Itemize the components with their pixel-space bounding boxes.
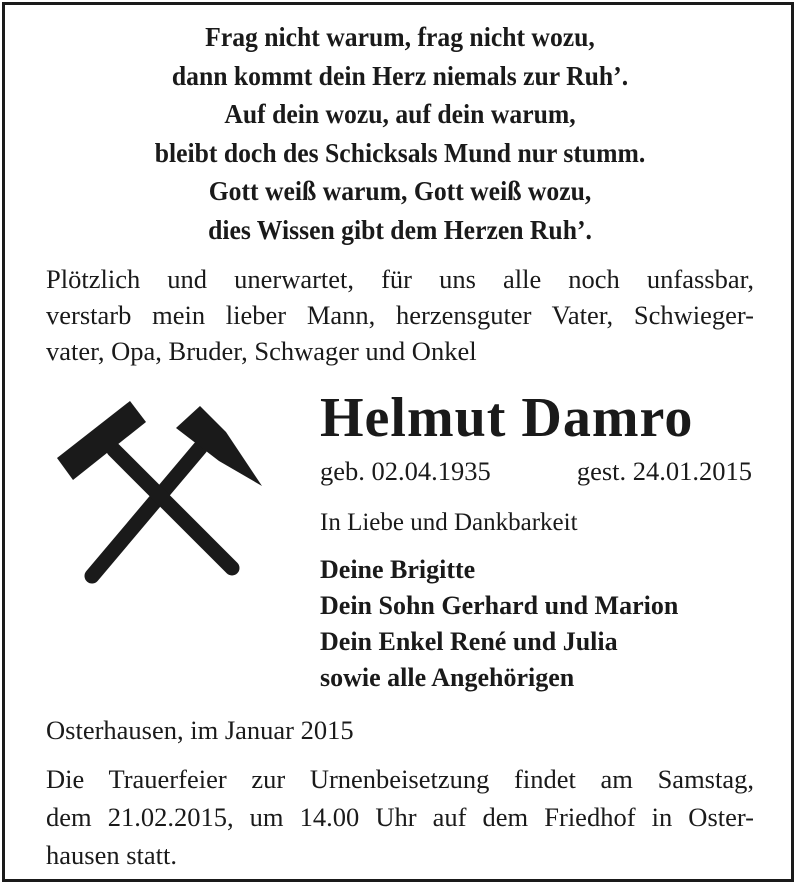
intro-line: verstarb mein lieber Mann, herzensguter Vater, Schwieger-: [46, 300, 754, 330]
crossed-hammers-icon: [54, 398, 264, 590]
funeral-line: hausen statt.: [46, 840, 177, 870]
funeral-line: dem 21.02.2015, um 14.00 Uhr auf dem Friedhof in Oster-: [46, 802, 754, 832]
mourners-list: [320, 552, 678, 696]
place-date: Osterhausen, im Januar 2015: [46, 715, 354, 745]
funeral-line: Die Trauerfeier zur Urnenbeisetzung findet am Samstag,: [46, 764, 754, 794]
poem-line: bleibt doch des Schicksals Mund nur stumm.: [154, 137, 646, 168]
mourner: sowie alle Angehörigen: [320, 663, 575, 692]
intro-line: Plötzlich und unerwartet, für uns alle noch unfassbar,: [46, 264, 754, 294]
intro-text: [46, 261, 754, 369]
poem-line: Gott weiß warum, Gott weiß wozu,: [208, 176, 592, 206]
poem-line: Frag nicht warum, frag nicht wozu,: [205, 22, 595, 52]
death-date: gest. 24.01.2015: [576, 456, 752, 486]
birth-date: geb. 02.04.1935: [320, 456, 491, 486]
dedication: In Liebe und Dankbarkeit: [320, 509, 578, 536]
poem: [20, 18, 780, 249]
intro-line: vater, Opa, Bruder, Schwager und Onkel: [46, 336, 477, 366]
poem-line: dies Wissen gibt dem Herzen Ruh’.: [208, 214, 592, 245]
deceased-name: Helmut Damro: [320, 387, 694, 449]
mourner: Dein Enkel René und Julia: [320, 627, 618, 656]
poem-line: dann kommt dein Herz niemals zur Ruh’.: [171, 60, 629, 91]
poem-line: Auf dein wozu, auf dein warum,: [224, 99, 576, 129]
funeral-info: [46, 760, 754, 874]
mourner: Deine Brigitte: [320, 555, 476, 584]
mourner: Dein Sohn Gerhard und Marion: [320, 591, 679, 620]
